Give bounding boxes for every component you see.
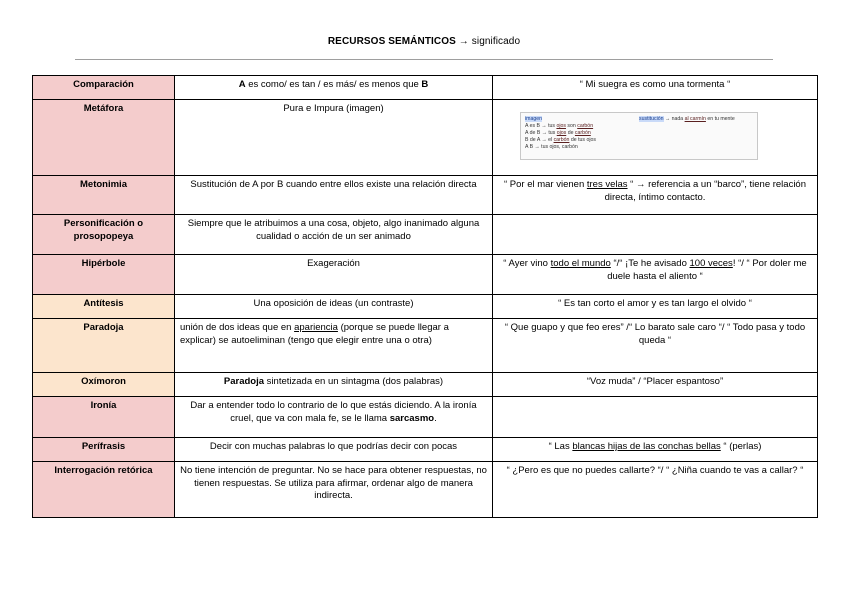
definition-cell: Dar a entender todo lo contrario de lo que estás diciendo. A la ironía cruel, que va con mala fe, se le llama sarcasmo. <box>175 397 493 438</box>
example-cell: “ Ayer vino todo el mundo “/“ ¡Te he avisado 100 veces! “/ “ Por doler me duele hasta el aliento “ <box>493 255 818 295</box>
resources-table <box>32 75 818 518</box>
table-row <box>33 176 818 215</box>
definition-cell: Decir con muchas palabras lo que podrías decir con pocas <box>175 438 493 462</box>
definition-cell: Siempre que le atribuimos a una cosa, objeto, algo inanimado alguna cualidad o acción de un ser animado <box>175 215 493 255</box>
title-sub: significado <box>471 36 521 47</box>
example-cell: “ Que guapo y que feo eres” /“ Lo barato sale caro “/ “ Todo pasa y todo queda “ <box>493 319 818 373</box>
example-cell <box>493 215 818 255</box>
term-cell: Personificación o prosopopeya <box>33 215 175 255</box>
term-cell: Comparación <box>33 76 175 100</box>
table-row <box>33 100 818 176</box>
example-cell: “ Las blancas hijas de las conchas bellas “ (perlas) <box>493 438 818 462</box>
title-main: RECURSOS SEMÁNTICOS <box>327 36 456 47</box>
term-cell: Hipérbole <box>33 255 175 295</box>
table-row <box>33 397 818 438</box>
table-row <box>33 319 818 373</box>
definition-cell: Paradoja sintetizada en un sintagma (dos palabras) <box>175 373 493 397</box>
term-cell: Perífrasis <box>33 438 175 462</box>
table-row <box>33 373 818 397</box>
term-cell: Oxímoron <box>33 373 175 397</box>
example-cell: “ Mi suegra es como una tormenta “ <box>493 76 818 100</box>
definition-cell: A es como/ es tan / es más/ es menos que B <box>175 76 493 100</box>
definition-cell: Exageración <box>175 255 493 295</box>
example-cell <box>493 397 818 438</box>
title-rule <box>75 59 773 60</box>
table-row <box>33 215 818 255</box>
example-cell: “ Por el mar vienen tres velas “ → referencia a un “barco”, tiene relación directa, íntimo contacto. <box>493 176 818 215</box>
definition-cell: No tiene intención de preguntar. No se hace para obtener respuestas, no tienen respuestas. Se utiliza para afirmar, ordenar algo de manera indirecta. <box>175 462 493 518</box>
table-row <box>33 76 818 100</box>
term-cell: Ironía <box>33 397 175 438</box>
term-cell: Paradoja <box>33 319 175 373</box>
metaphor-thumbnail-image: imagen A es B → tus ojos son carbón A de B → tus ojos de carbón B de A → el carbón de tus ojos A B → tus ojos, carbón sustitución → nada al carmín en tu mente <box>520 112 758 160</box>
term-cell: Metonimia <box>33 176 175 215</box>
definition-cell: Una oposición de ideas (un contraste) <box>175 295 493 319</box>
definition-cell: unión de dos ideas que en apariencia (porque se puede llegar a explicar) se autoeliminan (tengo que elegir entre una o otra) <box>175 319 493 373</box>
page-title <box>0 36 848 47</box>
example-cell: “Voz muda” / “Placer espantoso” <box>493 373 818 397</box>
title-arrow: → <box>458 36 469 47</box>
table-row <box>33 462 818 518</box>
definition-cell: Pura e Impura (imagen) <box>175 100 493 176</box>
table-row <box>33 438 818 462</box>
example-cell: “ Es tan corto el amor y es tan largo el olvido “ <box>493 295 818 319</box>
example-cell: “ ¿Pero es que no puedes callarte? “/ “ ¿Niña cuando te vas a callar? “ <box>493 462 818 518</box>
table-row <box>33 255 818 295</box>
term-cell: Metáfora <box>33 100 175 176</box>
term-cell: Interrogación retórica <box>33 462 175 518</box>
table-row <box>33 295 818 319</box>
term-cell: Antítesis <box>33 295 175 319</box>
example-cell <box>493 100 818 176</box>
definition-cell: Sustitución de A por B cuando entre ellos existe una relación directa <box>175 176 493 215</box>
